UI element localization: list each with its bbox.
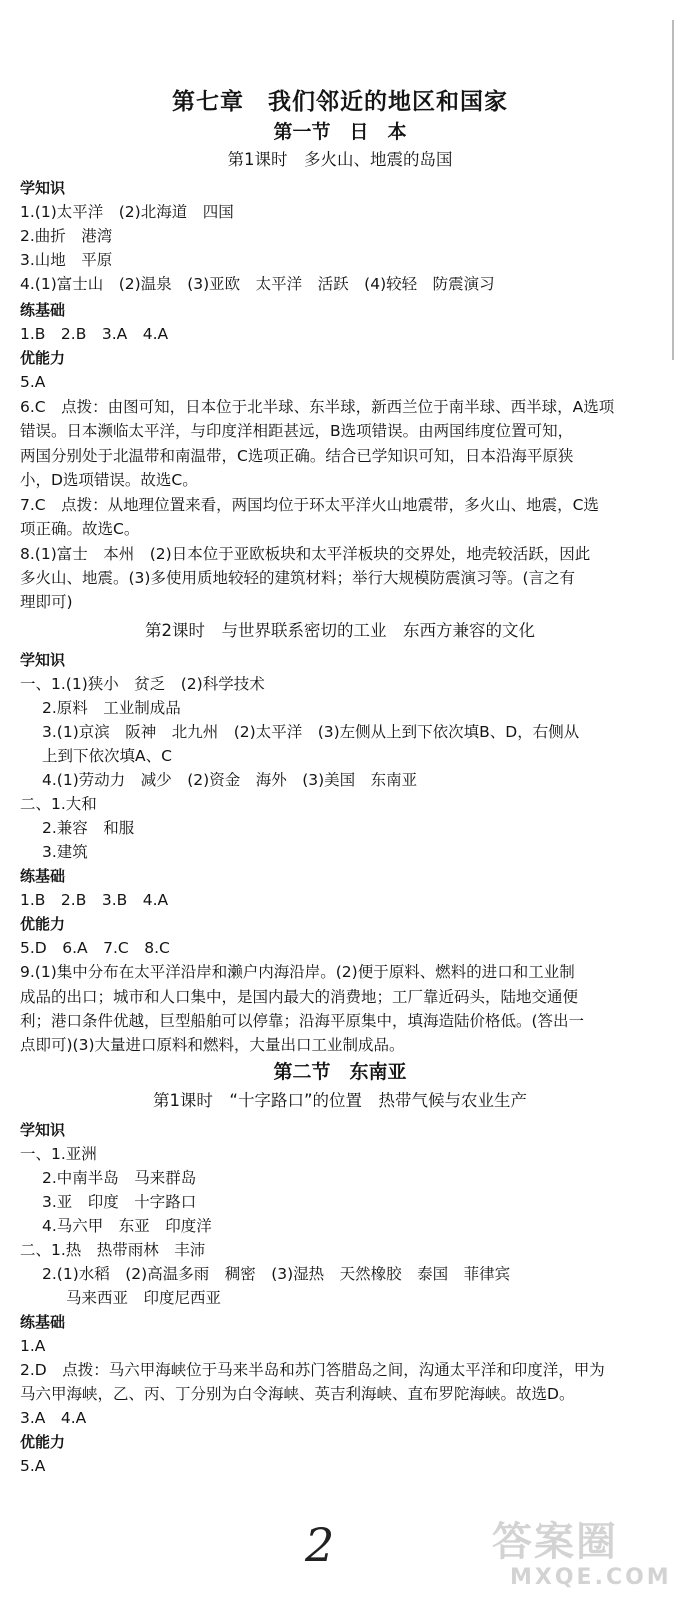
answer-line: 一、1.亚洲: [20, 1145, 97, 1163]
answer-line: 2.兼容 和服: [42, 819, 135, 837]
answer-line: 1.B 2.B 3.A 4.A: [20, 325, 169, 343]
lesson-title: 第2课时 与世界联系密切的工业 东西方兼容的文化: [145, 621, 535, 640]
heading-ability: 优能力: [20, 915, 66, 933]
answer-line: 3.山地 平原: [20, 251, 113, 269]
answer-line: 9.(1)集中分布在太平洋沿岸和濑户内海沿岸。(2)便于原料、燃料的进口和工业制: [20, 963, 575, 981]
answer-line: 2.D 点拨：马六甲海峡位于马来半岛和苏门答腊岛之间，沟通太平洋和印度洋，甲为: [20, 1361, 605, 1379]
answer-line: 二、1.热 热带雨林 丰沛: [20, 1241, 206, 1259]
answer-line: 8.(1)富士 本州 (2)日本位于亚欧板块和太平洋板块的交界处，地壳较活跃，因此: [20, 545, 591, 563]
answer-line: 3.建筑: [42, 843, 88, 861]
section-title-japan: 第一节 日 本: [273, 121, 407, 143]
answer-line: 项正确。故选C。: [20, 520, 140, 538]
heading-ability: 优能力: [20, 1433, 66, 1451]
heading-practice: 练基础: [20, 301, 66, 319]
lesson-title: 第1课时 “十字路口”的位置 热带气候与农业生产: [152, 1091, 528, 1110]
answer-line: 3.亚 印度 十字路口: [42, 1193, 197, 1211]
heading-learn: 学知识: [20, 1121, 66, 1139]
answer-line: 2.中南半岛 马来群岛: [42, 1169, 197, 1187]
answer-line: 5.A: [20, 373, 46, 391]
answer-line: 马来西亚 印度尼西亚: [66, 1289, 222, 1307]
lesson-title: 第1课时 多火山、地震的岛国: [227, 150, 453, 169]
answer-line: 4.马六甲 东亚 印度洋: [42, 1217, 212, 1235]
answer-line: 上到下依次填A、C: [42, 747, 172, 765]
heading-learn: 学知识: [20, 179, 66, 197]
answer-line: 5.D 6.A 7.C 8.C: [20, 939, 170, 957]
page-number: 2: [305, 1518, 335, 1572]
watermark-logo: [486, 1520, 672, 1592]
answer-line: 7.C 点拨：从地理位置来看，两国均位于环太平洋火山地震带，多火山、地震，C选: [20, 496, 599, 514]
answer-line: 二、1.大和: [20, 795, 97, 813]
answer-line: 马六甲海峡，乙、丙、丁分别为白令海峡、英吉利海峡、直布罗陀海峡。故选D。: [20, 1385, 575, 1403]
answer-line: 1.A: [20, 1337, 46, 1355]
answer-line: 4.(1)富士山 (2)温泉 (3)亚欧 太平洋 活跃 (4)较轻 防震演习: [20, 275, 495, 293]
answer-line: 一、1.(1)狭小 贫乏 (2)科学技术: [20, 675, 265, 693]
answer-line: 2.原料 工业制成品: [42, 699, 181, 717]
answer-line: 1.(1)太平洋 (2)北海道 四国: [20, 203, 234, 221]
answer-line: 3.A 4.A: [20, 1409, 87, 1427]
watermark-text: 答案圈: [492, 1519, 618, 1565]
answer-line: 错误。日本濒临太平洋，与印度洋相距甚远，B选项错误。由两国纬度位置可知，: [20, 422, 574, 440]
answer-line: 成品的出口；城市和人口集中，是国内最大的消费地；工厂靠近码头，陆地交通便: [20, 988, 579, 1006]
heading-practice: 练基础: [20, 1313, 66, 1331]
chapter-title: 第七章 我们邻近的地区和国家: [172, 88, 508, 115]
answer-line: 2.曲折 港湾: [20, 227, 113, 245]
watermark-url: MXQE.COM: [510, 1565, 672, 1590]
answer-line: 利；港口条件优越，巨型船舶可以停靠；沿海平原集中，填海造陆价格低。(答出一: [20, 1012, 585, 1030]
answer-line: 1.B 2.B 3.B 4.A: [20, 891, 169, 909]
answer-line: 小，D选项错误。故选C。: [20, 471, 198, 489]
page-edge-line: [672, 20, 674, 360]
answer-line: 理即可): [20, 593, 73, 611]
heading-practice: 练基础: [20, 867, 66, 885]
answer-line: 多火山、地震。(3)多使用质地较轻的建筑材料；举行大规模防震演习等。(言之有: [20, 569, 576, 587]
answer-line: 3.(1)京滨 阪神 北九州 (2)太平洋 (3)左侧从上到下依次填B、D，右侧从: [42, 723, 580, 741]
section-title-southeast-asia: 第二节 东南亚: [273, 1061, 407, 1083]
heading-learn: 学知识: [20, 651, 66, 669]
answer-line: 6.C 点拨：由图可知，日本位于北半球、东半球，新西兰位于南半球、西半球，A选项: [20, 398, 615, 416]
answer-line: 2.(1)水稻 (2)高温多雨 稠密 (3)湿热 天然橡胶 泰国 菲律宾: [42, 1265, 511, 1283]
answer-line: 5.A: [20, 1457, 46, 1475]
answer-line: 点即可)(3)大量进口原料和燃料，大量出口工业制成品。: [20, 1036, 405, 1054]
answer-line: 4.(1)劳动力 减少 (2)资金 海外 (3)美国 东南亚: [42, 771, 418, 789]
heading-ability: 优能力: [20, 349, 66, 367]
answer-line: 两国分别处于北温带和南温带，C选项正确。结合已学知识可知，日本沿海平原狭: [20, 447, 574, 465]
